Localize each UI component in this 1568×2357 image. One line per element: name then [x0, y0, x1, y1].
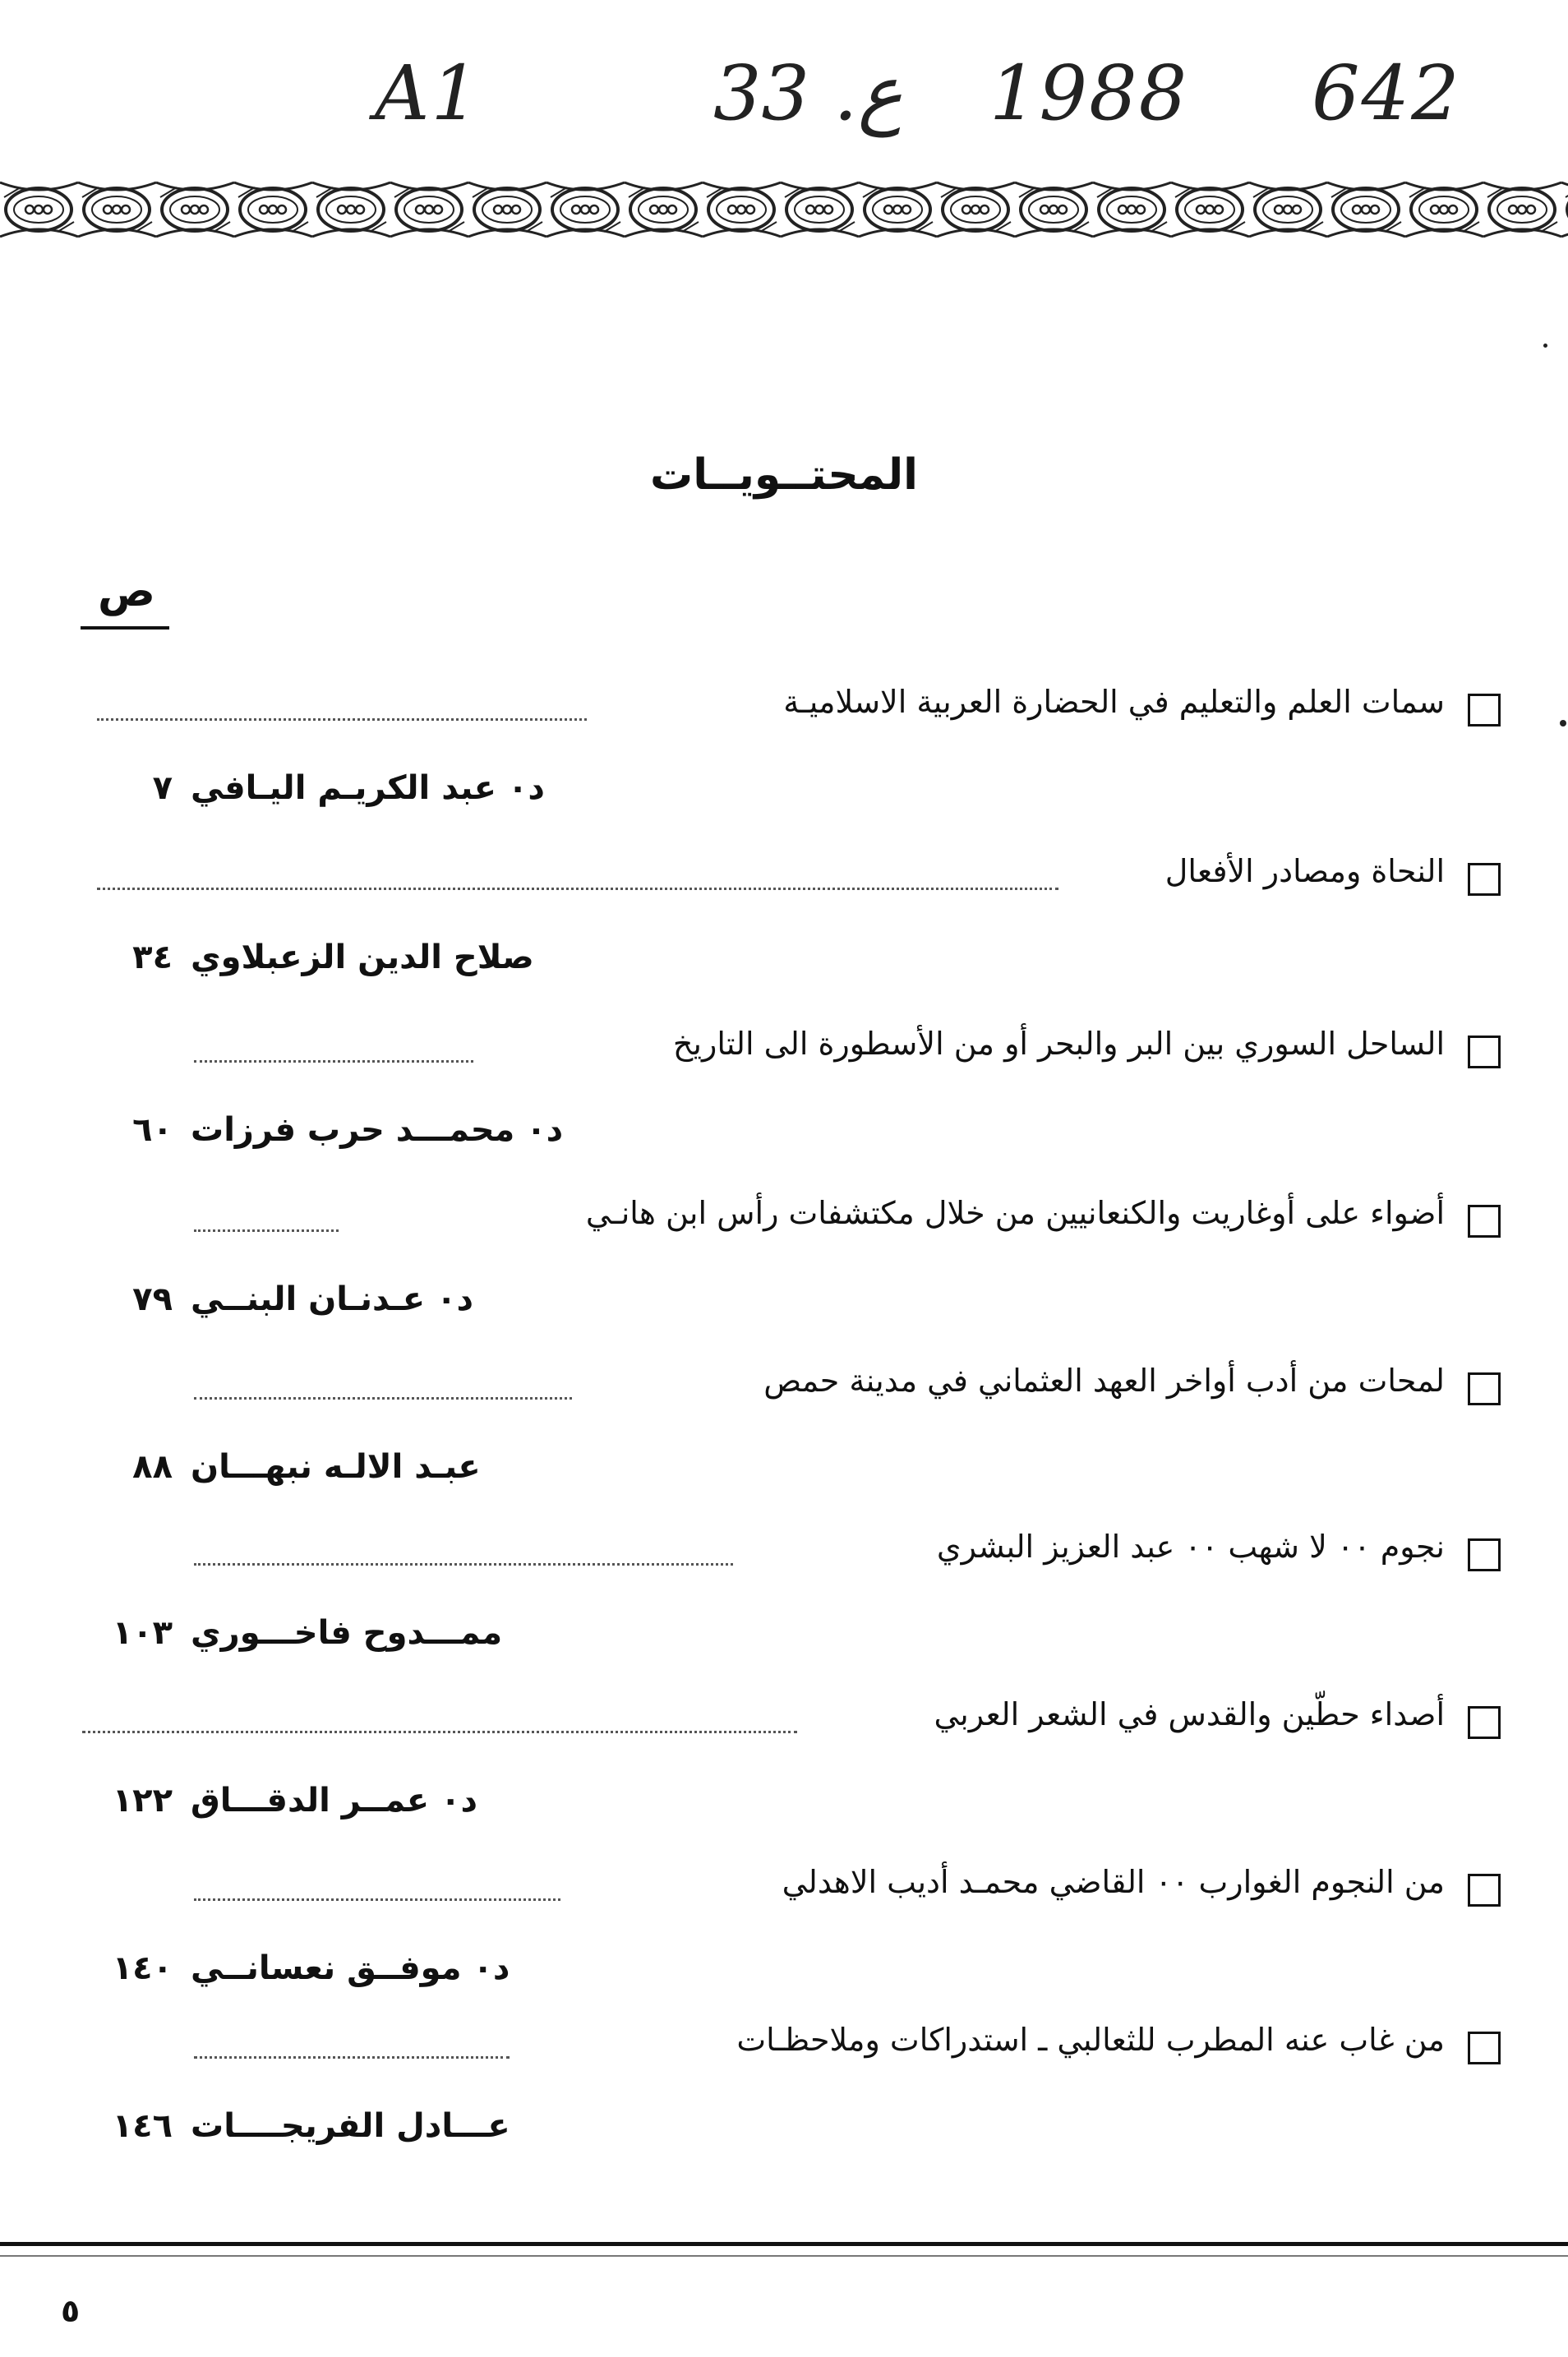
entry-checkbox[interactable] [1468, 2032, 1501, 2064]
toc-entry [0, 2022, 1568, 2193]
entry-author: د٠ محمـــد حرب فرزات [191, 1111, 564, 1149]
entry-checkbox[interactable] [1468, 1874, 1501, 1907]
entry-page-number: ٧ [152, 769, 173, 807]
page-column-label: ص [98, 567, 155, 616]
entry-title: من النجوم الغوارب ٠٠ القاضي محمـد أديب الاهدلي [782, 1864, 1445, 1900]
entry-title: من غاب عنه المطرب للثعالبي ـ استدراكات وملاحظـات [736, 2022, 1445, 2058]
dot-leader [194, 2056, 510, 2059]
entry-author: عـــادل الفريجــــات [191, 2107, 510, 2145]
entry-page-number: ٨٨ [132, 1448, 173, 1486]
entry-checkbox[interactable] [1468, 1205, 1501, 1238]
dot-leader [194, 1397, 572, 1400]
ornamental-border [0, 164, 1568, 255]
dot-leader [194, 1563, 733, 1566]
entry-page-number: ١٠٣ [112, 1614, 173, 1652]
handwritten-issue: 33 .ع [713, 49, 903, 137]
entry-author: عبـد الالـه نبهـــان [191, 1448, 481, 1486]
toc-entry [0, 1864, 1568, 2035]
entry-page-number: ٧٩ [132, 1280, 173, 1318]
entry-page-number: ١٢٢ [112, 1782, 173, 1820]
entry-title: النحاة ومصادر الأفعال [1164, 853, 1445, 889]
entry-checkbox[interactable] [1468, 1372, 1501, 1405]
entry-author: د٠ عبد الكريـم اليـافي [191, 769, 545, 807]
entry-author: د٠ عـدنـان البنــي [191, 1280, 473, 1318]
handwritten-number: 642 [1312, 49, 1461, 137]
dot-leader [97, 718, 587, 721]
footer-rule-thin [0, 2255, 1568, 2257]
toc-entry [0, 1195, 1568, 1366]
entry-title: أضواء على أوغاريت والكنعانيين من خلال مكتشفات رأس ابن هانـي [585, 1195, 1445, 1231]
footer-page-number: ٥ [61, 2293, 81, 2329]
entry-author: ممـــدوح فاخـــوري [191, 1614, 503, 1652]
entry-title: لمحات من أدب أواخر العهد العثماني في مدينة حمص [763, 1363, 1445, 1399]
toc-entry [0, 1026, 1568, 1197]
entry-checkbox[interactable] [1468, 1538, 1501, 1571]
entry-title: سمات العلم والتعليم في الحضارة العربية الاسلاميـة [783, 684, 1445, 720]
entry-title: الساحل السوري بين البر والبحر أو من الأسطورة الى التاريخ [672, 1026, 1445, 1062]
page-column-underline [81, 626, 169, 630]
entry-author: د٠ عمــر الدقـــاق [191, 1782, 477, 1820]
toc-entry [0, 684, 1568, 855]
entry-page-number: ٦٠ [132, 1111, 173, 1149]
toc-entry [0, 1363, 1568, 1534]
scan-speck [1543, 344, 1547, 348]
entry-checkbox[interactable] [1468, 1036, 1501, 1068]
dot-leader [194, 1229, 339, 1232]
handwritten-year: 1988 [989, 49, 1189, 137]
entry-title: نجوم ٠٠ لا شهب ٠٠ عبد العزيز البشري [936, 1529, 1445, 1565]
toc-entry [0, 1529, 1568, 1700]
entry-checkbox[interactable] [1468, 1706, 1501, 1739]
toc-entry [0, 1696, 1568, 1867]
dot-leader [82, 1731, 797, 1733]
dot-leader [194, 1060, 473, 1063]
entry-title: أصداء حطّين والقدس في الشعر العربي [934, 1696, 1445, 1732]
handwritten-code: A1 [375, 49, 481, 137]
footer-rule [0, 2242, 1568, 2246]
scan-speck [1560, 720, 1566, 726]
entry-author: د٠ موفــق نعسانــي [191, 1949, 510, 1987]
dot-leader [97, 888, 1058, 890]
entry-page-number: ١٤٦ [112, 2107, 173, 2145]
dot-leader [194, 1898, 560, 1901]
entry-page-number: ٣٤ [132, 939, 173, 976]
entry-checkbox[interactable] [1468, 863, 1501, 896]
entry-checkbox[interactable] [1468, 694, 1501, 726]
page-title: المحتــويــات [650, 450, 918, 500]
entry-page-number: ١٤٠ [112, 1949, 173, 1987]
entry-author: صلاح الدين الزعبلاوي [191, 939, 534, 976]
toc-entry [0, 853, 1568, 1024]
